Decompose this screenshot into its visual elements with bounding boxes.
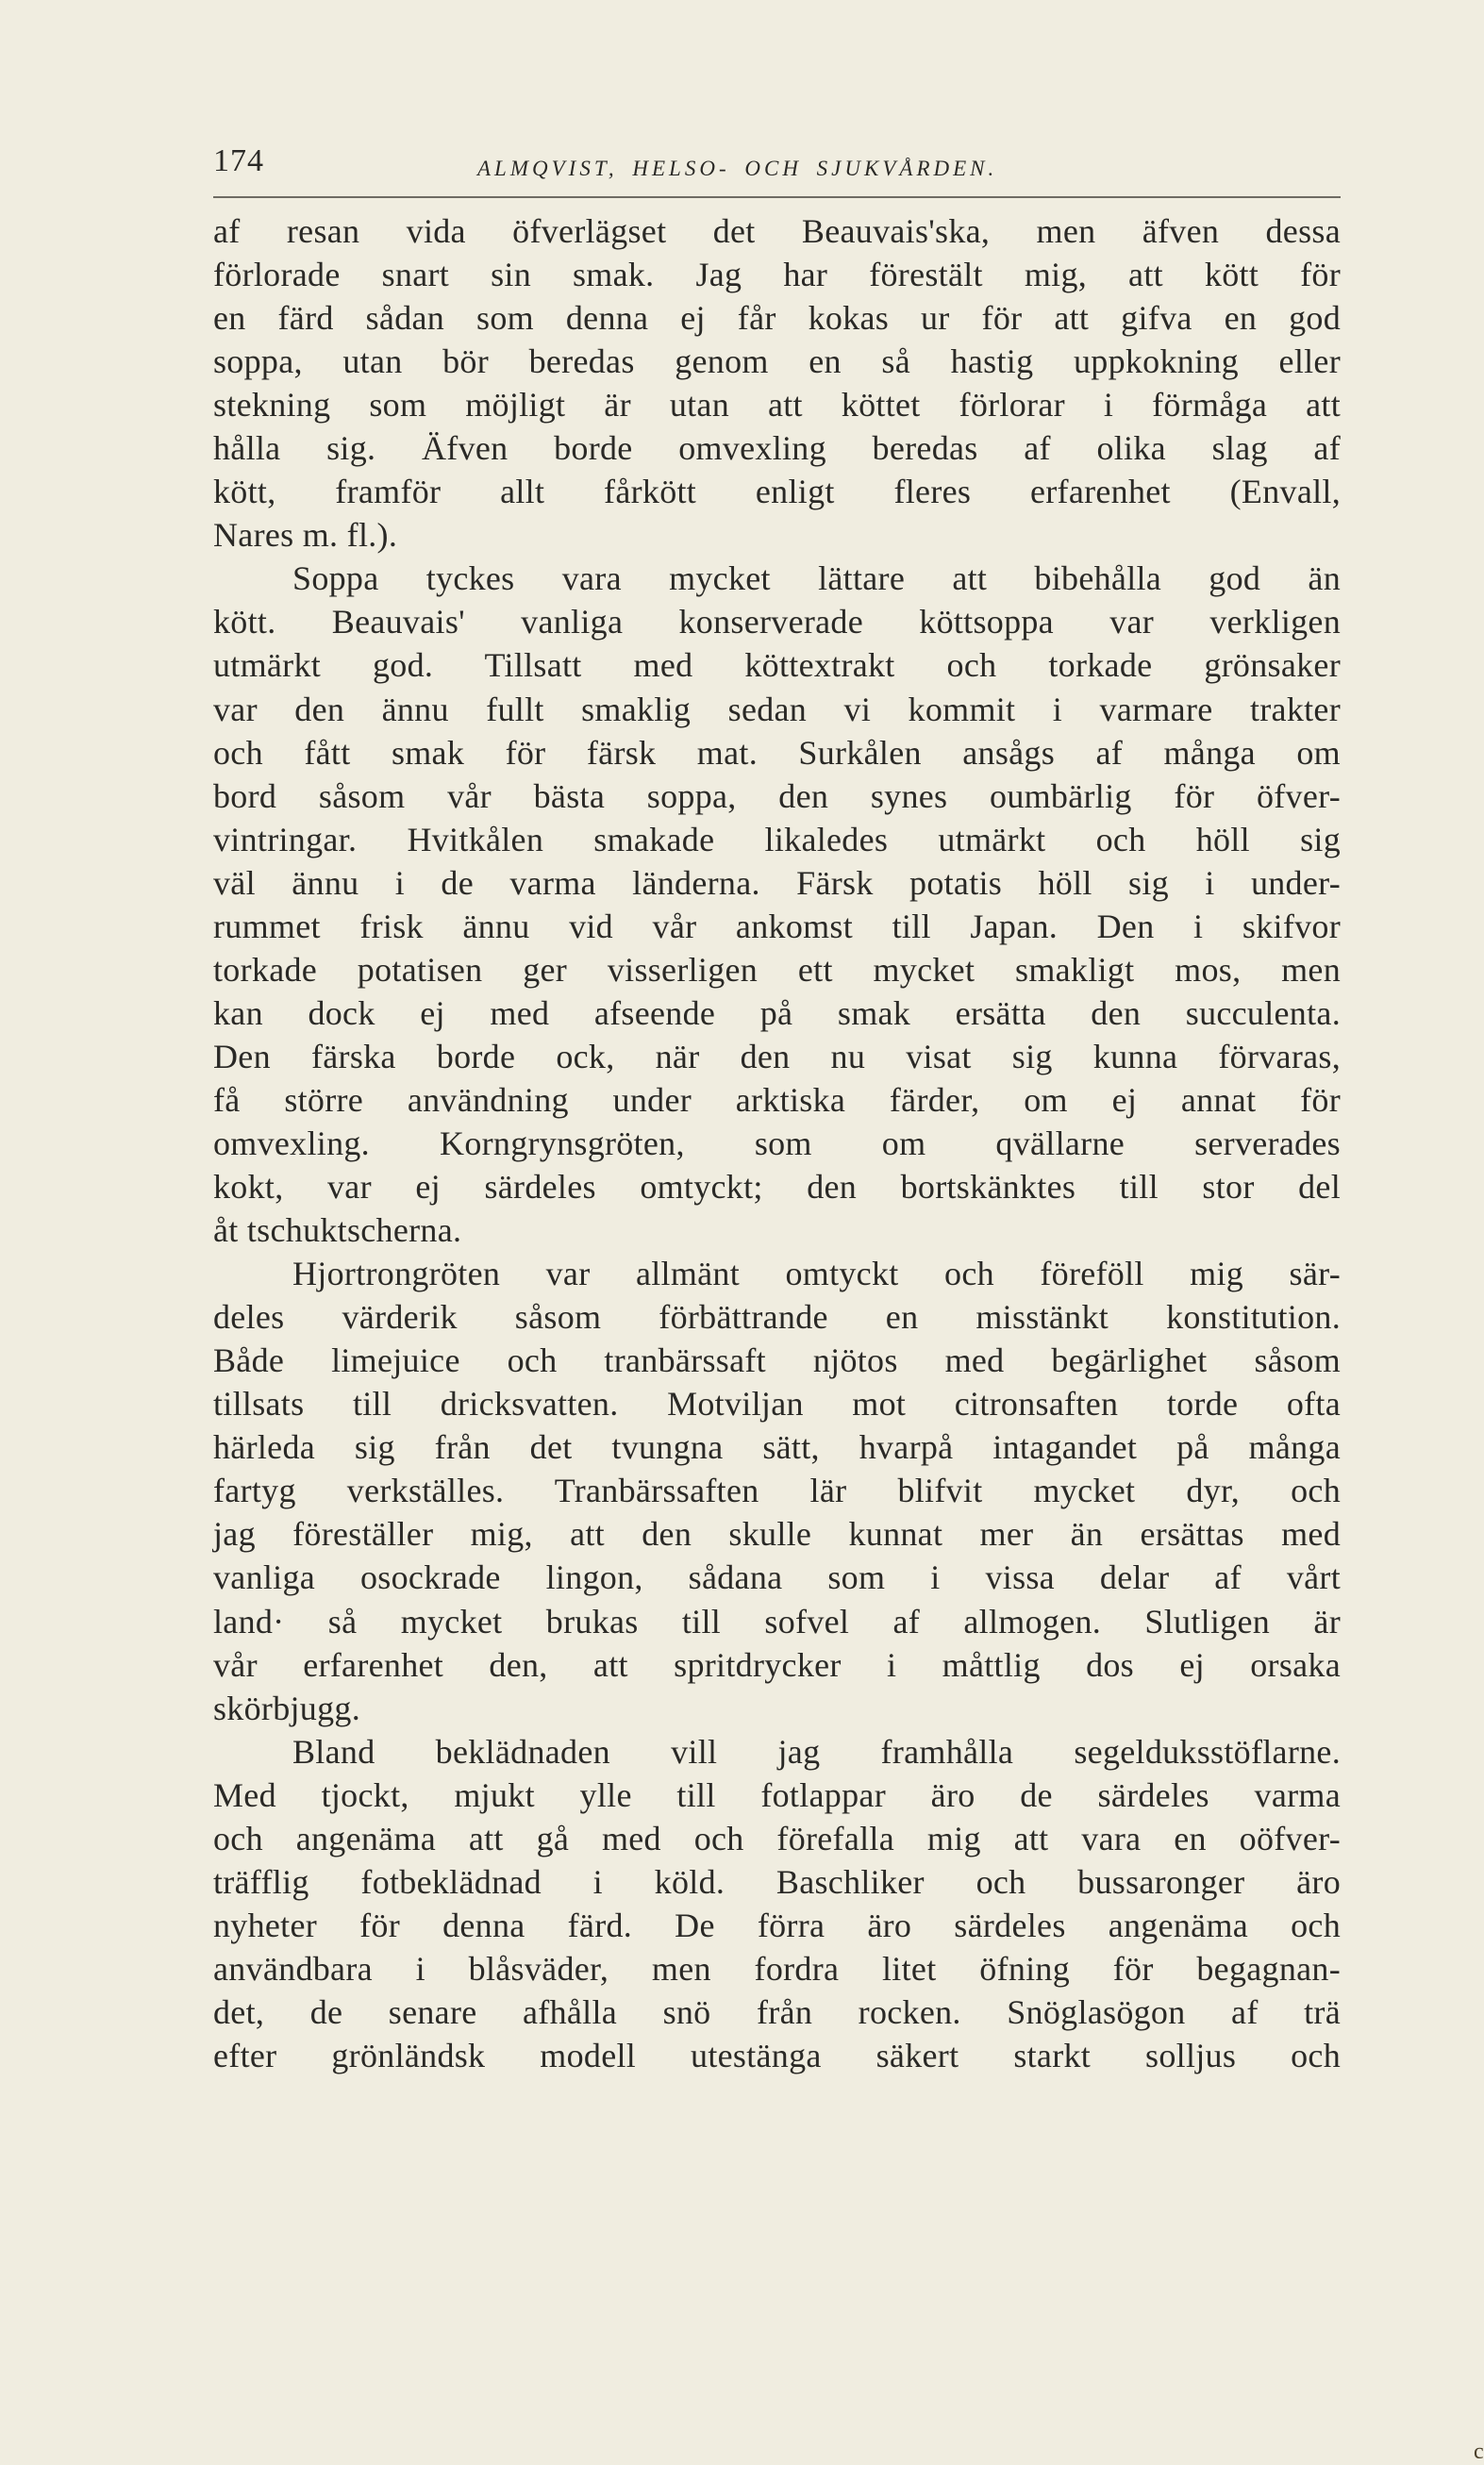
text-line: kan dock ej med afseende på smak ersätta den succulenta. — [213, 993, 1341, 1032]
text-line: soppa, utan bör beredas genom en så hastig uppkokning eller — [213, 342, 1341, 381]
text-line: bord såsom vår bästa soppa, den synes oumbärlig för öfver- — [213, 776, 1341, 815]
text-line: vintringar. Hvitkålen smakade likaledes utmärkt och höll sig — [213, 820, 1341, 858]
text-line: tillsats till dricksvatten. Motviljan mot citronsaften torde ofta — [213, 1385, 1341, 1424]
text-line: och angenäma att gå med och förefalla mig att vara en oöfver- — [213, 1819, 1341, 1857]
text-line: torkade potatisen ger visserligen ett mycket smakligt mos, men — [213, 950, 1341, 989]
text-line: efter grönländsk modell utestänga säkert starkt solljus och — [213, 2036, 1341, 2074]
text-line: få större användning under arktiska färder, om ej annat för — [213, 1080, 1341, 1119]
text-line: var den ännu fullt smaklig sedan vi kommit i varmare trakter — [213, 690, 1341, 728]
header-rule — [213, 196, 1341, 198]
text-line: land· så mycket brukas till sofvel af allmogen. Slutligen är — [213, 1602, 1341, 1641]
text-line: en färd sådan som denna ej får kokas ur för att gifva en god — [213, 299, 1341, 338]
margin-edge-mark: c — [1474, 2440, 1484, 2464]
text-line: stekning som möjligt är utan att köttet förlorar i förmåga att — [213, 386, 1341, 425]
text-line: Både limejuice och tranbärssaft njötos med begärlighet såsom — [213, 1341, 1341, 1380]
text-line: jag föreställer mig, att den skulle kunnat mer än ersättas med — [213, 1515, 1341, 1554]
text-line: härleda sig från det tvungna sätt, hvarpå intagandet på många — [213, 1428, 1341, 1467]
text-line: och fått smak för färsk mat. Surkålen ansågs af många om — [213, 733, 1341, 772]
text-line: Bland beklädnaden vill jag framhålla segelduksstöflarne. — [292, 1732, 1341, 1771]
text-line: åt tschuktscherna. — [213, 1211, 462, 1250]
text-line: skörbjugg. — [213, 1689, 360, 1727]
text-line: Nares m. fl.). — [213, 516, 398, 555]
text-line: Den färska borde ock, när den nu visat sig kunna förvaras, — [213, 1037, 1341, 1075]
text-line: kött. Beauvais' vanliga konserverade köttsoppa var verkligen — [213, 603, 1341, 641]
text-line: rummet frisk ännu vid vår ankomst till Japan. Den i skifvor — [213, 907, 1341, 945]
text-line: Soppa tyckes vara mycket lättare att bibehålla god än — [292, 559, 1341, 598]
text-line: hålla sig. Äfven borde omvexling beredas af olika slag af — [213, 429, 1341, 468]
text-line: förlorade snart sin smak. Jag har förestält mig, att kött för — [213, 256, 1341, 294]
text-line: väl ännu i de varma länderna. Färsk potatis höll sig i under- — [213, 863, 1341, 902]
page-number: 174 — [213, 143, 264, 178]
text-line: af resan vida öfverlägset det Beauvais'ska, men äfven dessa — [213, 212, 1341, 250]
text-line: vår erfarenhet den, att spritdrycker i måttlig dos ej orsaka — [213, 1645, 1341, 1684]
text-line: vanliga osockrade lingon, sådana som i vissa delar af vårt — [213, 1558, 1341, 1597]
text-line: Med tjockt, mjukt ylle till fotlappar äro de särdeles varma — [213, 1775, 1341, 1814]
text-line: användbara i blåsväder, men fordra litet öfning för begagnan- — [213, 1949, 1341, 1988]
text-line: kokt, var ej särdeles omtyckt; den bortskänktes till stor del — [213, 1168, 1341, 1207]
text-line: Hjortrongröten var allmänt omtyckt och föreföll mig sär- — [292, 1255, 1341, 1293]
text-line: nyheter för denna färd. De förra äro särdeles angenäma och — [213, 1906, 1341, 1944]
text-line: kött, framför allt fårkött enligt fleres erfarenhet (Envall, — [213, 473, 1341, 511]
text-line: det, de senare afhålla snö från rocken. Snöglasögon af trä — [213, 1992, 1341, 2031]
text-line: träfflig fotbeklädnad i köld. Baschliker och bussaronger äro — [213, 1862, 1341, 1901]
text-line: fartyg verkställes. Tranbärssaften lär blifvit mycket dyr, och — [213, 1472, 1341, 1510]
text-line: omvexling. Korngrynsgröten, som om qvällarne serverades — [213, 1124, 1341, 1162]
body-text — [213, 209, 1341, 2077]
running-head — [213, 138, 1341, 185]
running-title: ALMQVIST, HELSO- OCH SJUKVÅRDEN. — [477, 157, 998, 180]
text-line: deles värderik såsom förbättrande en misstänkt konstitution. — [213, 1298, 1341, 1337]
text-line: utmärkt god. Tillsatt med köttextrakt och torkade grönsaker — [213, 646, 1341, 685]
